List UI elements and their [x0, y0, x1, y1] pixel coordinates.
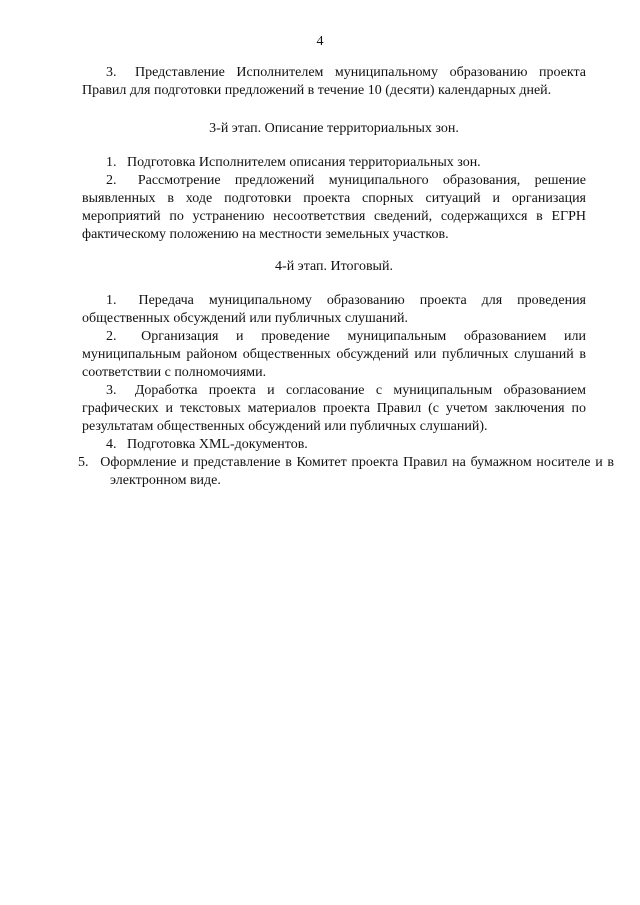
item-number: 5. [78, 455, 96, 470]
list-item [82, 172, 586, 244]
item-text: Доработка проекта и согласование с муниципальным образованием графических и текстовых материалов проекта Правил (с учетом заключения по результатам общественных обсуждений или публичных слушаний). [82, 383, 586, 434]
item-text: Организация и проведение муниципальным образованием или муниципальным районом общественных обсуждений или публичных слушаний в соответствии с полномочиями. [82, 329, 587, 380]
item-text: Представление Исполнителем муниципальному образованию проекта Правил для подготовки предложений в течение 10 (десяти) календарных дней. [82, 65, 586, 98]
item-number: 2. [106, 173, 124, 188]
section-heading: 3-й этап. Описание территориальных зон. [209, 121, 459, 136]
list-item [82, 382, 586, 436]
item-number: 4. [106, 437, 124, 452]
item-number: 3. [106, 383, 124, 398]
page-number: 4 [316, 34, 324, 49]
list-item [82, 64, 586, 100]
item-number: 1. [106, 155, 124, 170]
item-text: Оформление и представление в Комитет проекта Правил на бумажном носителе и в электронном виде. [100, 455, 614, 488]
list-item [82, 292, 586, 328]
list-item [82, 154, 586, 172]
item-text: Подготовка Исполнителем описания территориальных зон. [127, 155, 481, 170]
list-item [78, 454, 614, 490]
section-heading: 4-й этап. Итоговый. [275, 259, 393, 274]
item-text: Передача муниципальному образованию проекта для проведения общественных обсуждений или публичных слушаний. [82, 293, 586, 326]
item-number: 3. [106, 65, 124, 80]
item-text: Рассмотрение предложений муниципального образования, решение выявленных в ходе подготовки проекта спорных ситуаций и организация мероприятий по устранению несоответствия сведений, содержащихся в ЕГРН фактическому положению на местности земельных участков. [82, 173, 586, 242]
item-number: 2. [106, 329, 124, 344]
list-item [82, 436, 586, 454]
item-number: 1. [106, 293, 124, 308]
list-item [82, 328, 586, 382]
item-text: Подготовка XML-документов. [127, 437, 308, 452]
